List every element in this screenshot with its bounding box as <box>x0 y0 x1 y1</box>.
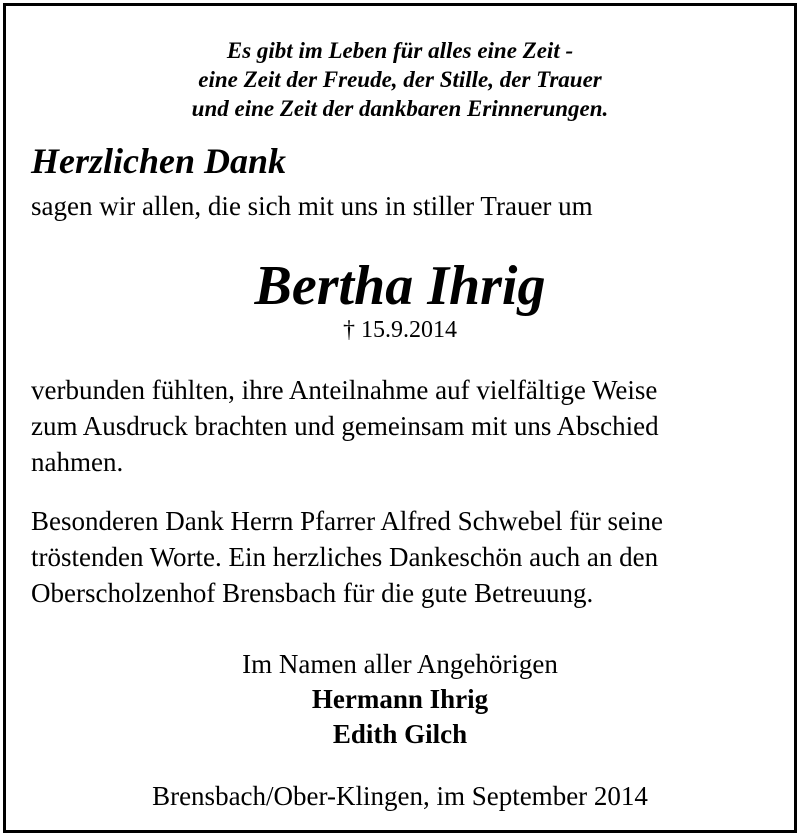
paragraph-line: tröstenden Worte. Ein herzliches Dankeschön auch an den <box>31 542 659 572</box>
deceased-name: Bertha Ihrig <box>254 255 546 317</box>
paragraph-special-thanks <box>31 503 774 611</box>
paragraph-line: verbunden fühlten, ihre Anteilnahme auf vielfältige Weise <box>31 375 658 405</box>
place-and-date: Brensbach/Ober-Klingen, im September 2014 <box>152 781 648 811</box>
motto <box>6 36 794 123</box>
thanks-heading: Herzlichen Dank <box>31 141 287 181</box>
paragraph-line: nahmen. <box>31 447 124 477</box>
paragraph-condolences <box>31 372 774 480</box>
paragraph-line: zum Ausdruck brachten und gemeinsam mit uns Abschied <box>31 411 659 441</box>
paragraph-line: Oberscholzenhof Brensbach für die gute Betreuung. <box>31 578 594 608</box>
signature-intro: Im Namen aller Angehörigen <box>242 649 558 679</box>
motto-line: Es gibt im Leben für alles eine Zeit - <box>226 38 574 63</box>
signatory-name: Edith Gilch <box>332 719 468 749</box>
motto-line: und eine Zeit der dankbaren Erinnerungen. <box>191 96 609 121</box>
signatory-name: Hermann Ihrig <box>311 684 489 714</box>
death-date: † 15.9.2014 <box>343 317 457 343</box>
signature-block <box>6 647 794 752</box>
paragraph-line: Besonderen Dank Herrn Pfarrer Alfred Schwebel für seine <box>31 506 664 536</box>
intro-text: sagen wir allen, die sich mit uns in stiller Trauer um <box>31 191 593 221</box>
motto-line: eine Zeit der Freude, der Stille, der Trauer <box>198 67 602 92</box>
obituary-notice <box>3 3 797 833</box>
